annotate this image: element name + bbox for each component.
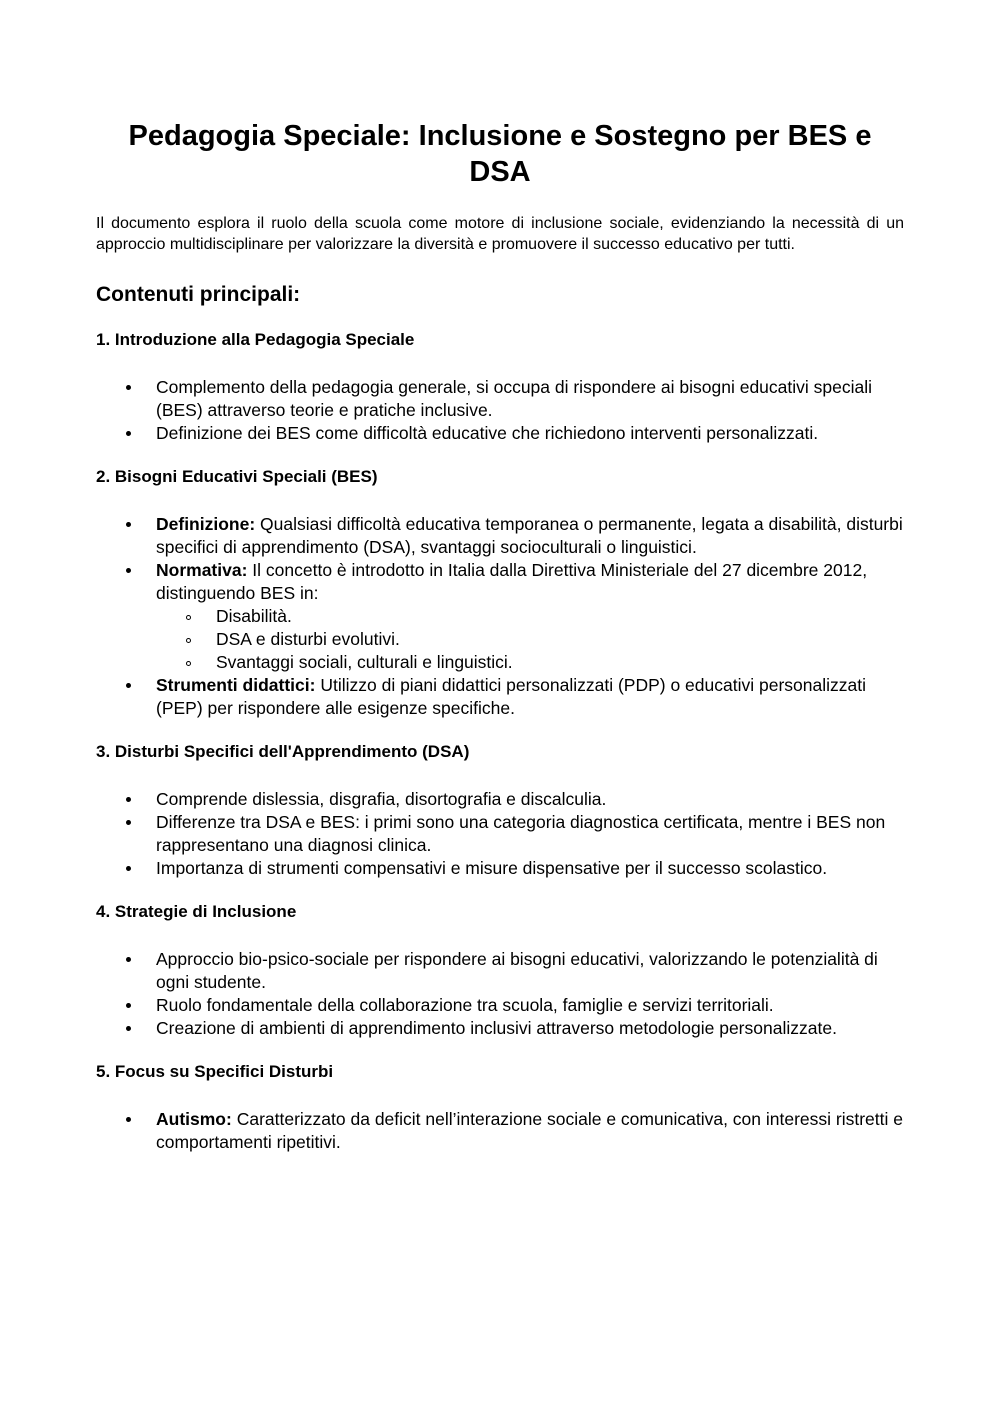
- bullet-icon: [126, 568, 131, 573]
- bullet-icon: [126, 1003, 131, 1008]
- intro-paragraph: Il documento esplora il ruolo della scuola come motore di inclusione sociale, evidenziando la necessità di un approccio multidisciplinare per valorizzare la diversità e promuovere il successo educativo per tutti.: [96, 215, 904, 253]
- sub-item-text: Disabilità.: [216, 606, 292, 626]
- list-item: [96, 948, 904, 994]
- bullet-icon: [126, 820, 131, 825]
- bullet-icon: [126, 1117, 131, 1122]
- bullet-icon: [126, 683, 131, 688]
- circle-bullet-icon: [186, 638, 191, 643]
- bullet-icon: [126, 957, 131, 962]
- item-text: Differenze tra DSA e BES: i primi sono una categoria diagnostica certificata, mentre i BES non rappresentano una diagnosi clinica.: [156, 812, 886, 855]
- sub-list-item: [156, 605, 904, 628]
- section-block: [96, 329, 904, 445]
- item-text: Approccio bio-psico-sociale per rispondere ai bisogni educativi, valorizzando le potenzialità di ogni studente.: [156, 949, 878, 992]
- item-text: Complemento della pedagogia generale, si occupa di rispondere ai bisogni educativi speciali (BES) attraverso teorie e pratiche inclusive.: [156, 377, 873, 420]
- sub-item-text: DSA e disturbi evolutivi.: [216, 629, 400, 649]
- list-item: [96, 559, 904, 674]
- list-item: [96, 674, 904, 720]
- bullet-icon: [126, 866, 131, 871]
- bullet-icon: [126, 385, 131, 390]
- item-text: Utilizzo di piani didattici personalizzati (PDP) o educativi personalizzati (PEP) per rispondere alle esigenze specifiche.: [156, 675, 866, 718]
- list-item: [96, 788, 904, 811]
- bullet-list: [96, 376, 904, 445]
- sub-item-text: Svantaggi sociali, culturali e linguistici.: [216, 652, 513, 672]
- sections-container: [96, 329, 904, 1154]
- item-label: Autismo:: [156, 1109, 232, 1129]
- list-item: [96, 422, 904, 445]
- bullet-icon: [126, 431, 131, 436]
- bullet-icon: [126, 1026, 131, 1031]
- item-text: Qualsiasi difficoltà educativa temporanea o permanente, legata a disabilità, disturbi specifici di apprendimento (DSA), svantaggi socioculturali o linguistici.: [156, 514, 903, 557]
- section-heading: 5. Focus su Specifici Disturbi: [96, 1062, 334, 1081]
- document-title: Pedagogia Speciale: Inclusione e Sostegno per BES e DSA: [128, 120, 872, 188]
- section-block: [96, 901, 904, 1040]
- section-heading: 1. Introduzione alla Pedagogia Speciale: [96, 330, 415, 349]
- list-item: [96, 1108, 904, 1154]
- bullet-icon: [126, 797, 131, 802]
- item-label: Strumenti didattici:: [156, 675, 316, 695]
- item-label: Definizione:: [156, 514, 256, 534]
- section-block: [96, 1061, 904, 1154]
- bullet-icon: [126, 522, 131, 527]
- section-block: [96, 466, 904, 720]
- section-block: [96, 741, 904, 880]
- list-item: [96, 1017, 904, 1040]
- list-item: [96, 994, 904, 1017]
- list-item: [96, 857, 904, 880]
- bullet-list: [96, 788, 904, 880]
- item-text: Definizione dei BES come difficoltà educative che richiedono interventi personalizzati.: [156, 423, 819, 443]
- section-heading: 4. Strategie di Inclusione: [96, 902, 297, 921]
- item-text: Comprende dislessia, disgrafia, disortografia e discalculia.: [156, 789, 607, 809]
- section-heading: 3. Disturbi Specifici dell'Apprendimento (DSA): [96, 742, 470, 761]
- item-text: Creazione di ambienti di apprendimento inclusivi attraverso metodologie personalizzate.: [156, 1018, 837, 1038]
- list-item: [96, 376, 904, 422]
- contents-heading: Contenuti principali:: [96, 283, 301, 306]
- sub-list: [156, 605, 904, 674]
- sub-list-item: [156, 651, 904, 674]
- bullet-list: [96, 948, 904, 1040]
- list-item: [96, 513, 904, 559]
- item-text: Ruolo fondamentale della collaborazione tra scuola, famiglie e servizi territoriali.: [156, 995, 774, 1015]
- item-label: Normativa:: [156, 560, 248, 580]
- circle-bullet-icon: [186, 661, 191, 666]
- section-heading: 2. Bisogni Educativi Speciali (BES): [96, 467, 378, 486]
- list-item: [96, 811, 904, 857]
- sub-list-item: [156, 628, 904, 651]
- bullet-list: [96, 1108, 904, 1154]
- item-text: Importanza di strumenti compensativi e misure dispensative per il successo scolastico.: [156, 858, 828, 878]
- bullet-list: [96, 513, 904, 720]
- circle-bullet-icon: [186, 615, 191, 620]
- item-text: Caratterizzato da deficit nell’interazione sociale e comunicativa, con interessi ristretti e comportamenti ripetitivi.: [156, 1109, 903, 1152]
- document-page: [96, 118, 904, 1154]
- item-text: Il concetto è introdotto in Italia dalla Direttiva Ministeriale del 27 dicembre 2012, distinguendo BES in:: [156, 560, 868, 603]
